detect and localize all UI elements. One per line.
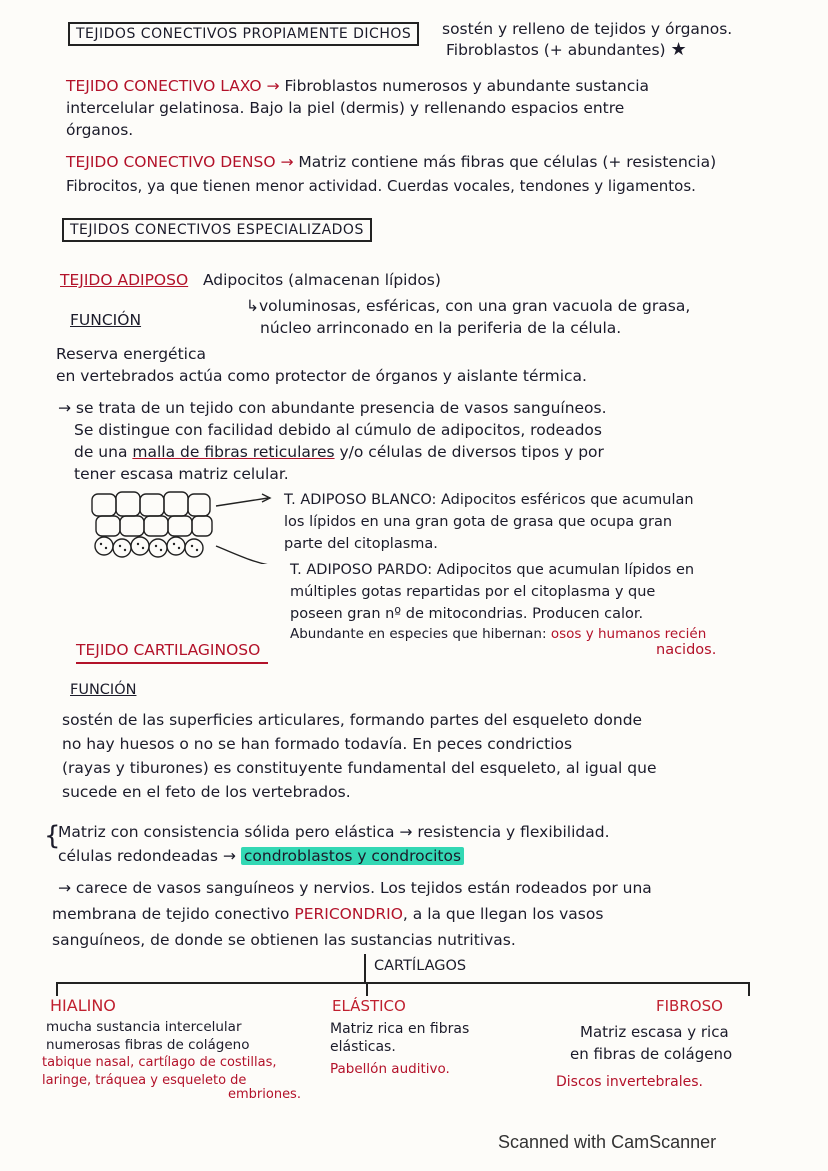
denso-title: TEJIDO CONECTIVO DENSO →: [66, 153, 294, 171]
laxo-line-2: intercelular gelatinosa. Bajo la piel (dermis) y rellenando espacios entre: [66, 99, 625, 117]
adiposo-desc-2: núcleo arrinconado en la periferia de la célula.: [260, 319, 622, 337]
blanco-line-1: T. ADIPOSO BLANCO: Adipocitos esféricos que acumulan: [284, 492, 694, 508]
section-box-propiamente-dichos: TEJIDOS CONECTIVOS PROPIAMENTE DICHOS: [68, 22, 419, 46]
cart-vessel-2: [52, 904, 603, 924]
adiposo-para-3: [74, 442, 604, 462]
pardo-line-4: [290, 624, 706, 644]
tree-bar: [56, 982, 750, 984]
denso-line-1: [66, 152, 716, 172]
tree-stem: [364, 954, 366, 984]
hialino-line-1: mucha sustancia intercelular: [46, 1019, 242, 1035]
para-3-c: y/o células de diversos tipos y por: [339, 443, 604, 461]
vessel-2-a: membrana de tejido conectivo: [52, 905, 290, 923]
adiposo-para-4: tener escasa matriz celular.: [74, 465, 289, 483]
side-note-line-1: sostén y relleno de tejidos y órganos.: [442, 20, 733, 38]
elastico-line-1: Matriz rica en fibras: [330, 1021, 470, 1037]
hialino-title: HIALINO: [50, 996, 116, 1015]
pardo-4-a: Abundante en especies que hibernan:: [290, 626, 547, 642]
cartilaginoso-funcion-heading: FUNCIÓN: [70, 682, 137, 698]
denso-text-1: Matriz contiene más fibras que células (+ resistencia): [298, 153, 717, 171]
blanco-line-2: los lípidos en una gran gota de grasa que ocupa gran: [284, 514, 673, 530]
pardo-line-2: múltiples gotas repartidas por el citoplasma y que: [290, 584, 656, 600]
tree-tick-right: [748, 982, 750, 996]
cart-line-1: sostén de las superficies articulares, formando partes del esqueleto donde: [62, 711, 643, 729]
cart-matrix-1: Matriz con consistencia sólida pero elástica → resistencia y flexibilidad.: [58, 823, 610, 841]
laxo-line-1: [66, 76, 649, 96]
laxo-title: TEJIDO CONECTIVO LAXO →: [66, 77, 280, 95]
condroblastos-highlight: condroblastos y condrocitos: [241, 847, 464, 865]
fibroso-line-2: en fibras de colágeno: [570, 1045, 733, 1063]
fibroso-line-1: Matriz escasa y rica: [580, 1023, 729, 1041]
denso-line-2: Fibrocitos, ya que tienen menor actividad. Cuerdas vocales, tendones y ligamentos.: [66, 177, 696, 195]
cart-vessel-1: → carece de vasos sanguíneos y nervios. Los tejidos están rodeados por una: [58, 879, 652, 897]
adiposo-title: TEJIDO ADIPOSO: [60, 271, 189, 289]
blanco-line-3: parte del citoplasma.: [284, 536, 438, 552]
cart-matrix-2: [58, 846, 464, 866]
elastico-line-3: Pabellón auditivo.: [330, 1061, 450, 1077]
malla-fibras: malla de fibras reticulares: [132, 443, 335, 461]
fibroso-line-3: Discos invertebrales.: [556, 1074, 703, 1090]
laxo-text-1: Fibroblastos numerosos y abundante sustancia: [284, 77, 650, 95]
cartilaginoso-underline: [76, 662, 268, 664]
pardo-line-5: nacidos.: [656, 642, 717, 658]
adiposo-para-2: Se distingue con facilidad debido al cúmulo de adipocitos, rodeados: [74, 421, 602, 439]
hialino-line-3: tabique nasal, cartílago de costillas,: [42, 1055, 277, 1070]
laxo-line-3: órganos.: [66, 121, 134, 139]
pericondrio: PERICONDRIO: [294, 905, 403, 923]
cart-line-3: (rayas y tiburones) es constituyente fundamental del esqueleto, al igual que: [62, 759, 657, 777]
adiposo-funcion-heading: FUNCIÓN: [70, 311, 142, 329]
pardo-4-b: osos y humanos recién: [550, 626, 707, 642]
vessel-2-c: , a la que llegan los vasos: [402, 905, 604, 923]
camscanner-footer: Scanned with CamScanner: [498, 1132, 717, 1152]
cart-line-4: sucede en el feto de los vertebrados.: [62, 783, 351, 801]
adipocytes-drawing: [86, 488, 286, 564]
side-note-line-2: [446, 40, 687, 60]
hialino-line-5: embriones.: [228, 1087, 301, 1102]
tree-tick-left: [56, 982, 58, 996]
adiposo-header: [60, 270, 441, 290]
adiposo-adipocitos: Adipocitos (almacenan lípidos): [202, 271, 441, 289]
adiposo-funcion-1: Reserva energética: [56, 345, 206, 363]
adiposo-funcion-2: en vertebrados actúa como protector de órganos y aislante térmica.: [56, 367, 587, 385]
elastico-title: ELÁSTICO: [332, 997, 406, 1015]
cartilaginoso-title: TEJIDO CARTILAGINOSO: [76, 641, 261, 659]
cart-vessel-3: sanguíneos, de donde se obtienen las sustancias nutritivas.: [52, 931, 516, 949]
section-box-especializados: TEJIDOS CONECTIVOS ESPECIALIZADOS: [62, 218, 372, 242]
hialino-line-4: laringe, tráquea y esqueleto de: [42, 1073, 247, 1088]
elastico-line-2: elásticas.: [330, 1039, 396, 1055]
side-note-text: Fibroblastos (+ abundantes): [446, 41, 666, 59]
cart-line-2: no hay huesos o no se han formado todavía. En peces condrictios: [62, 735, 573, 753]
star-icon: ★: [670, 39, 687, 60]
adiposo-desc-1: ↳voluminosas, esféricas, con una gran vacuola de grasa,: [246, 297, 691, 315]
para-3-a: de una: [74, 443, 128, 461]
hialino-line-2: numerosas fibras de colágeno: [46, 1037, 250, 1053]
pardo-line-3: poseen gran nº de mitocondrias. Producen calor.: [290, 606, 644, 622]
tree-tick-mid: [366, 982, 368, 996]
matrix-brace: {: [44, 821, 61, 851]
cartilagos-label: CARTÍLAGOS: [374, 958, 467, 974]
fibroso-title: FIBROSO: [656, 997, 723, 1015]
adiposo-para-1: → se trata de un tejido con abundante presencia de vasos sanguíneos.: [58, 399, 607, 417]
pardo-line-1: T. ADIPOSO PARDO: Adipocitos que acumulan lípidos en: [290, 562, 695, 578]
matrix-2-a: células redondeadas →: [58, 847, 236, 865]
